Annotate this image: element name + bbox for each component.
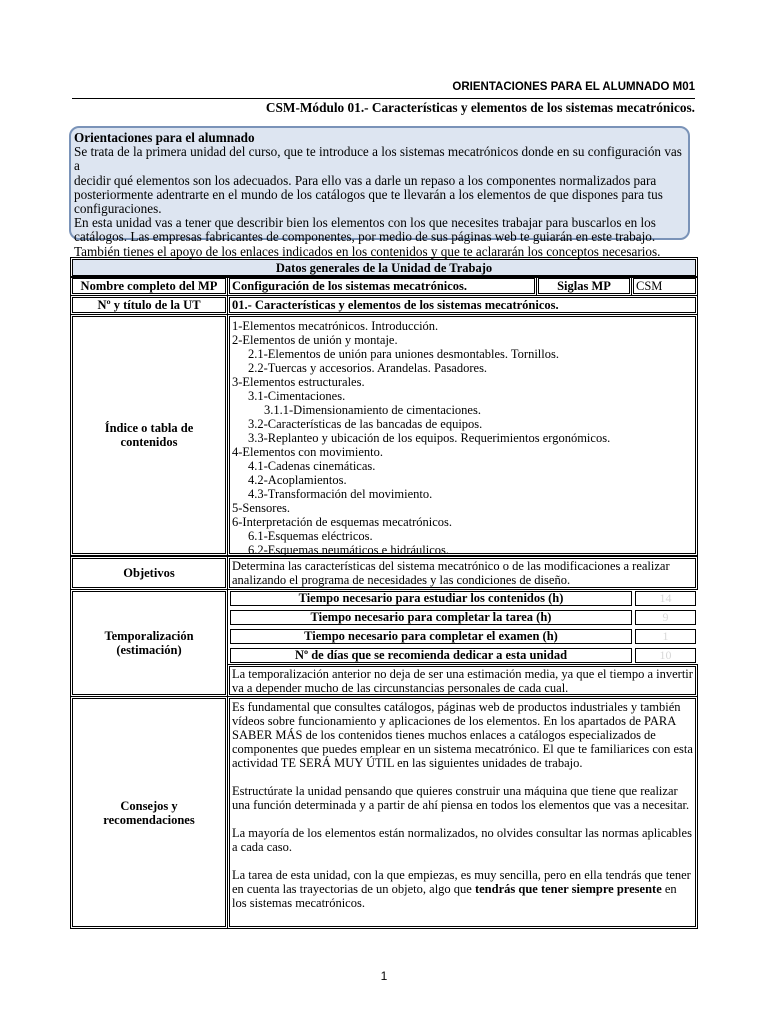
document-subtitle: CSM-Módulo 01.- Características y elementos de los sistemas mecatrónicos. — [265, 100, 695, 115]
time-value: 9 — [635, 610, 696, 625]
ut-label: Nº y título de la UT — [72, 297, 226, 313]
time-question: Tiempo necesario para completar la tarea (h) — [230, 610, 632, 625]
advice-paragraph: Es fundamental que consultes catálogos, páginas web de productos industriales y también vídeos sobre funcionamiento y aplicaciones de los elementos. En los apartados de PARA SABER MÁS de los contenidos tienes muchos enlaces a catálogos especializados de componentes que puedes emplear en un sistema mecatrónico. El que te familiarices con esta actividad TE SERÁ MUY ÚTIL en las siguientes unidades de trabajo. — [232, 700, 693, 770]
index-item: 4.1-Cadenas cinemáticas. — [248, 459, 376, 473]
advice-text-run: La tarea de esta unidad, con la que empiezas, es muy sencilla, pero en ella tendrás que tener en cuenta las trayectorias de un objeto, algo que — [232, 868, 691, 896]
index-item: 2-Elementos de unión y montaje. — [232, 333, 398, 347]
index-item: 3.1-Cimentaciones. — [248, 389, 346, 403]
table-title: Datos generales de la Unidad de Trabajo — [72, 259, 696, 276]
index-item: 4-Elementos con movimiento. — [232, 445, 384, 459]
guidance-title: Orientaciones para el alumnado — [74, 130, 255, 145]
guidance-line: configuraciones. — [74, 201, 162, 217]
advice-paragraph: La mayoría de los elementos están normalizados, no olvides consultar las normas aplicables a cada caso. — [232, 826, 692, 854]
document-header: ORIENTACIONES PARA EL ALUMNADO M01 — [452, 81, 695, 93]
siglas-value: CSM — [633, 278, 696, 294]
index-item: 6-Interpretación de esquemas mecatrónicos. — [232, 515, 453, 529]
index-label: Índice o tabla de contenidos — [72, 316, 226, 554]
time-question: Nº de días que se recomienda dedicar a esta unidad — [230, 648, 632, 663]
index-item: 2.2-Tuercas y accesorios. Arandelas. Pasadores. — [248, 361, 488, 375]
advice-paragraph — [232, 868, 693, 910]
mp-label: Nombre completo del MP — [72, 278, 226, 294]
guidance-line: posteriormente adentrarte en el mundo de los catálogos que te llevarán a los elementos de que dispones para tus — [74, 186, 663, 202]
siglas-label: Siglas MP — [538, 278, 630, 294]
index-list — [229, 316, 696, 557]
advice-label: Consejos y recomendaciones — [72, 698, 226, 927]
index-item: 4.3-Transformación del movimiento. — [248, 487, 433, 501]
time-row — [230, 648, 696, 663]
guidance-box — [69, 126, 690, 259]
advice-text — [229, 698, 696, 927]
guidance-line: Se trata de la primera unidad del curso, que te introduce a los sistemas mecatrónicos donde en su configuración vas a — [74, 144, 682, 174]
guidance-line: catálogos. Las empresas fabricantes de componentes, por medio de sus páginas web te guiarán en este trabajo. — [74, 229, 656, 245]
advice-paragraph: Estructúrate la unidad pensando que quieres construir una máquina que tiene que realizar una función determinada y a partir de ahí piensa en todos los elementos que vas a necesitar. — [232, 784, 690, 812]
time-value: 14 — [635, 591, 696, 606]
time-question: Tiempo necesario para estudiar los contenidos (h) — [230, 591, 632, 606]
guidance-line: En esta unidad vas a tener que describir bien los elementos con los que necesites trabajar para buscarlos en los — [74, 215, 656, 231]
index-item: 5-Sensores. — [232, 501, 290, 515]
objectives-label: Objetivos — [72, 558, 226, 588]
guidance-line: decidir qué elementos son los adecuados. Para ello vas a darle un repaso a los componentes normalizados para — [74, 172, 657, 188]
objectives-text: Determina las características del sistema mecatrónico o de las modificaciones a realizar analizando el programa de necesidades y las condiciones de diseño. — [229, 558, 696, 588]
time-value: 10 — [635, 648, 696, 663]
index-item: 3.2-Características de las bancadas de equipos. — [248, 417, 483, 431]
index-item: 1-Elementos mecatrónicos. Introducción. — [232, 319, 439, 333]
time-question: Tiempo necesario para completar el examen (h) — [230, 629, 632, 644]
mp-value: Configuración de los sistemas mecatrónicos. — [229, 278, 535, 294]
advice-text-run: en los sistemas mecatrónicos. — [232, 882, 677, 910]
index-item: 3.1.1-Dimensionamiento de cimentaciones. — [264, 403, 481, 417]
page-number: 1 — [380, 969, 388, 983]
index-item: 4.2-Acoplamientos. — [248, 473, 347, 487]
index-item: 6.1-Esquemas eléctricos. — [248, 529, 373, 543]
ut-value: 01.- Características y elementos de los sistemas mecatrónicos. — [229, 297, 696, 313]
time-row — [230, 629, 696, 644]
index-item: 2.1-Elementos de unión para uniones desmontables. Tornillos. — [248, 347, 559, 361]
index-item: 3-Elementos estructurales. — [232, 375, 365, 389]
time-label: Temporalización (estimación) — [72, 591, 226, 695]
advice-emphasis: tendrás que tener siempre presente — [474, 882, 662, 896]
time-row — [230, 591, 696, 606]
time-note: La temporalización anterior no deja de ser una estimación media, ya que el tiempo a invertir va a depender mucho de las circunstancias personales de cada cual. — [229, 666, 696, 695]
header-divider — [72, 98, 695, 99]
time-row — [230, 610, 696, 625]
index-item: 6.2-Esquemas neumáticos e hidráulicos. — [248, 543, 449, 557]
guidance-line: También tienes el apoyo de los enlaces indicados en los contenidos y que te aclararán los conceptos necesarios. — [74, 243, 661, 259]
time-value: 1 — [635, 629, 696, 644]
index-item: 3.3-Replanteo y ubicación de los equipos. Requerimientos ergonómicos. — [248, 431, 611, 445]
